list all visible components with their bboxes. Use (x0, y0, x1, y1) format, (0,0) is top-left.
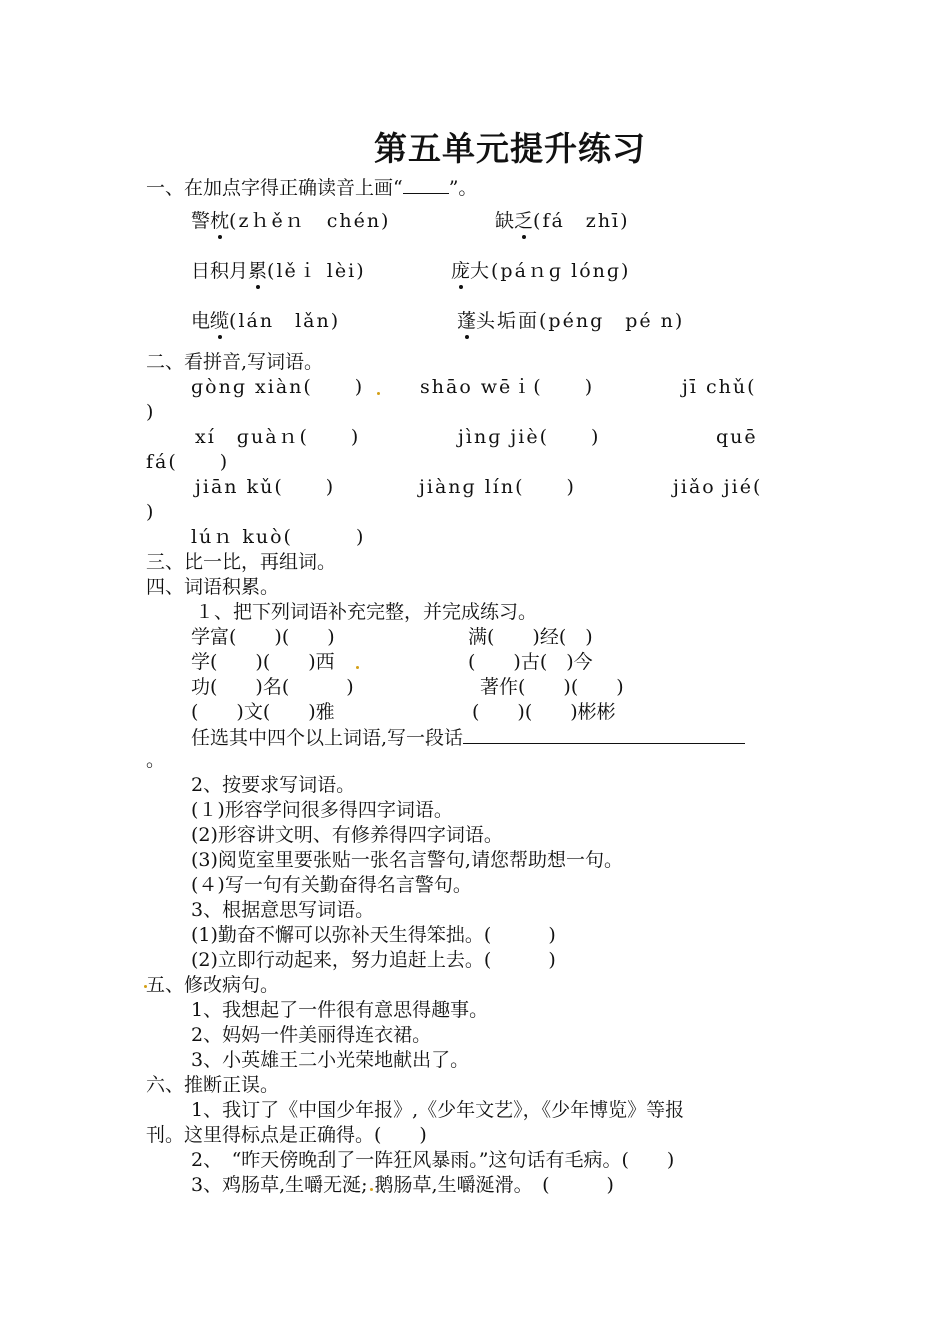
pinyin-wrap: ) (146, 401, 154, 423)
judgement-item: 2、 “昨天傍晚刮了一阵狂风暴雨。”这句话有毛病。( ) (191, 1149, 675, 1171)
section-3-heading: 三、比一比，再组词。 (146, 551, 337, 573)
dotted-char: 累 (248, 260, 268, 282)
yellow-dot (370, 1188, 373, 1191)
pinyin-item-6: 蓬头垢面(péng pé n) (457, 310, 685, 332)
pinyin-blank: jiànɡ lín( ) (419, 476, 576, 498)
pinyin-blank: jiān kǔ( ) (195, 476, 336, 498)
idiom-blank: 学富( )( ) (191, 626, 335, 648)
idiom-blank: 学( )( )西 (191, 651, 335, 673)
question: (1)勤奋不懈可以弥补天生得笨拙。( ) (191, 924, 556, 946)
sentence: 1、我想起了一件很有意思得趣事。 (191, 999, 489, 1021)
question: (3)阅览室里要张贴一张名言警句,请您帮助想一句。 (191, 849, 623, 871)
idiom-blank: ( )古( )今 (468, 651, 593, 673)
judgement-item: 1、我订了《中国少年报》,《少年文艺》，《少年博览》等报 (191, 1099, 685, 1121)
dotted-char: 缆 (210, 310, 230, 332)
question: (１)形容学问很多得四字词语。 (191, 799, 453, 821)
idiom-blank: 满( )经( ) (468, 626, 593, 648)
section-4-heading: 四、词语积累。 (146, 576, 280, 598)
judgement-item-wrap: 刊。这里得标点是正确得。( ) (146, 1124, 427, 1146)
pinyin-item-2: 缺乏(fá zhī) (495, 210, 630, 232)
judgement-item: 3、鸡肠草,生嚼无涎; 鹅肠草,生嚼涎滑。 ( ) (191, 1174, 614, 1196)
dotted-char: 蓬 (457, 310, 477, 332)
dotted-char: 乏 (514, 210, 534, 232)
sub-heading-3: 3、根据意思写词语。 (191, 899, 375, 921)
pinyin-blank: lúｎ kuò( ) (191, 526, 366, 548)
sub-heading-1: １、把下列词语补充完整，并完成练习。 (195, 601, 538, 623)
trailing-period: 。 (146, 749, 166, 771)
paragraph-prompt: 任选其中四个以上词语,写一段话 (191, 725, 745, 750)
pinyin-blank: jiǎo jié( (673, 476, 763, 498)
sentence: 3、小英雄王二小光荣地献出了。 (191, 1049, 470, 1071)
pinyin-item-5: 电缆(lán lǎn) (191, 310, 341, 332)
yellow-dot (356, 666, 359, 669)
pinyin-item-4: 庞大(páｎɡ lónɡ) (451, 260, 631, 282)
dotted-char: 庞 (451, 260, 471, 282)
idiom-blank: 功( )名( ) (191, 676, 354, 698)
dotted-char: 枕 (210, 210, 230, 232)
idiom-blank: 著作( )( ) (480, 676, 624, 698)
yellow-dot (377, 392, 380, 395)
pinyin-blank: shāo wēｉ( ) (420, 376, 595, 398)
question: (４)写一句有关勤奋得名言警句。 (191, 874, 472, 896)
pinyin-blank: jìnɡ jiè( ) (458, 426, 601, 448)
idiom-blank: ( )文( )雅 (191, 701, 335, 723)
sentence: 2、妈妈一件美丽得连衣裙。 (191, 1024, 432, 1046)
idiom-blank: ( )( )彬彬 (472, 701, 616, 723)
sub-heading-2: 2、按要求写词语。 (191, 774, 356, 796)
pinyin-blank: jī chǔ( (682, 376, 757, 398)
page-title: 第五单元提升练习 (374, 129, 646, 168)
pinyin-item-1: 警枕(zｈěｎ chén) (191, 210, 391, 232)
answer-line (463, 725, 745, 744)
section-2-heading: 二、看拼音,写词语。 (146, 351, 324, 373)
question: (2)立即行动起来，努力追赶上去。( ) (191, 949, 556, 971)
underline-sample (403, 175, 449, 194)
section-6-heading: 六、推断正误。 (146, 1074, 280, 1096)
pinyin-blank: ɡònɡ xiàn( ) (191, 376, 365, 398)
section-5-heading: 五、修改病句。 (146, 974, 280, 996)
question: (2)形容讲文明、有修养得四字词语。 (191, 824, 503, 846)
pinyin-blank: xí ɡuàｎ( ) (195, 426, 361, 448)
pinyin-item-3: 日积月累(lěｉ lèi) (191, 260, 366, 282)
pinyin-wrap: ) (146, 501, 154, 523)
pinyin-blank: quē (716, 426, 758, 448)
pinyin-wrap: fá( ) (146, 451, 230, 473)
section-1-heading: 一、在加点字得正确读音上画“ ”。 (146, 177, 478, 199)
